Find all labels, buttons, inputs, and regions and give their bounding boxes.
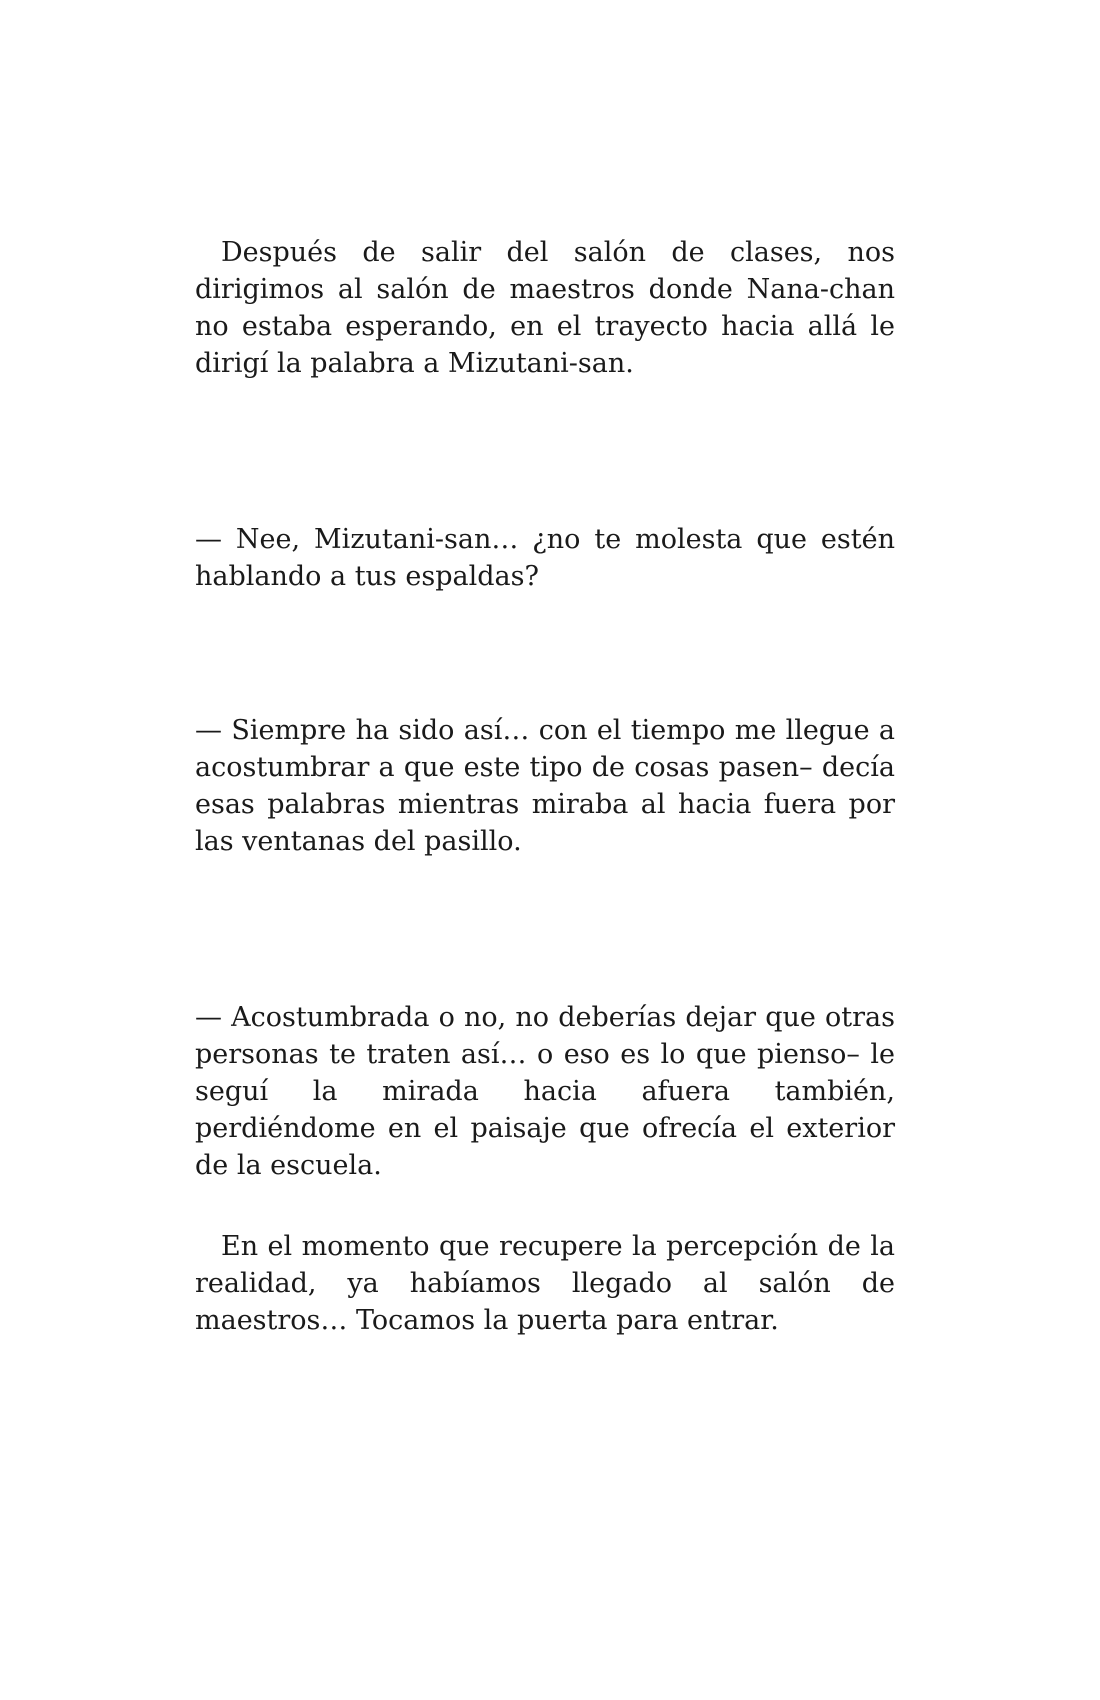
paragraph-narration-1: Después de salir del salón de clases, nos dirigimos al salón de maestros donde Nana-chan no estaba esperando, en el trayecto hacia allá le dirigí la palabra a Mizutani-san. bbox=[195, 237, 895, 379]
paragraph-dialogue-2: — Siempre ha sido así… con el tiempo me llegue a acostumbrar a que este tipo de cosas pasen– decía esas palabras mientras miraba al hacia fuera por las ventanas del pasillo. bbox=[195, 715, 895, 857]
paragraph-dialogue-3: — Acostumbrada o no, no deberías dejar que otras personas te traten así… o eso es lo que pienso– le seguí la mirada hacia afuera también, perdiéndome en el paisaje que ofrecía el exterior de la escuela. bbox=[195, 1002, 895, 1181]
paragraph-dialogue-1: — Nee, Mizutani-san… ¿no te molesta que estén hablando a tus espaldas? bbox=[195, 524, 895, 592]
paragraph-narration-2: En el momento que recupere la percepción de la realidad, ya habíamos llegado al salón de maestros… Tocamos la puerta para entrar. bbox=[195, 1231, 895, 1336]
